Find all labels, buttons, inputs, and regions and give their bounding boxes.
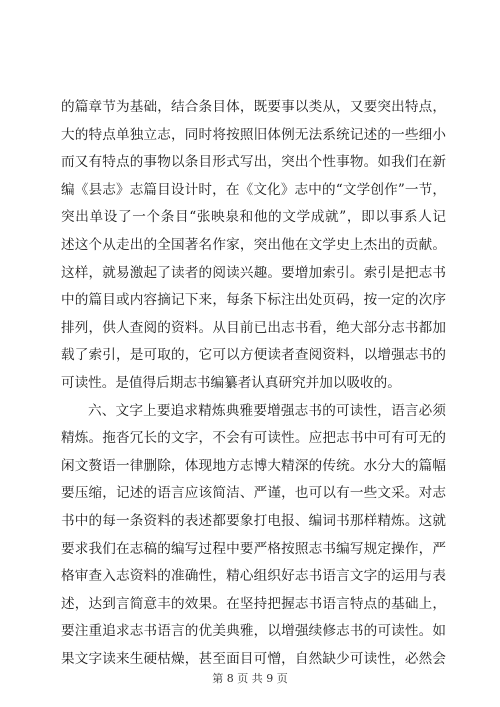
text-line: 而又有特点的事物以条目形式写出，突出个性事物。如我们在新 bbox=[61, 154, 446, 171]
text-line: 要求我们在志稿的编写过程中要严格按照志书编写规定操作，严 bbox=[61, 540, 446, 557]
text-line: 中的篇目或内容摘记下来，每条下标注出处页码，按一定的次序 bbox=[61, 292, 446, 309]
text-line: 述这个从走出的全国著名作家，突出他在文学史上杰出的贡献。 bbox=[61, 236, 446, 253]
text-line: 突出单设了一个条目“张映泉和他的文学成就”，即以事系人记 bbox=[61, 209, 446, 226]
text-line: 述，达到言简意丰的效果。在坚持把握志书语言特点的基础上， bbox=[61, 595, 446, 612]
paragraph-heading-line: 六、文字上要追求精炼典雅要增强志书的可读性，语言必须 bbox=[88, 402, 446, 419]
text-line: 精炼。拖沓冗长的文字，不会有可读性。应把志书中可有可无的 bbox=[61, 430, 446, 447]
text-line: 书中的每一条资料的表述都要象打电报、编词书那样精炼。这就 bbox=[61, 512, 446, 529]
text-line: 格审查入志资料的准确性，精心组织好志书语言文字的运用与表 bbox=[61, 568, 446, 585]
text-line: 果文字读来生硬枯燥，甚至面目可憎，自然缺少可读性，必然会 bbox=[61, 650, 446, 667]
text-line: 要压缩，记述的语言应该简洁、严谨，也可以有一些文采。对志 bbox=[61, 485, 446, 502]
text-line: 载了索引，是可取的，它可以方便读者查阅资料，以增强志书的 bbox=[61, 347, 446, 364]
text-line: 这样，就易激起了读者的阅读兴趣。要增加索引。索引是把志书 bbox=[61, 264, 446, 281]
text-line: 闲文赘语一律删除，体现地方志博大精深的传统。水分大的篇幅 bbox=[61, 457, 446, 474]
page-number-footer: 第 8 页 共 9 页 bbox=[212, 672, 288, 685]
text-line: 排列，供人查阅的资料。从目前已出志书看，绝大部分志书都加 bbox=[61, 319, 446, 336]
text-line: 可读性。是值得后期志书编纂者认真研究并加以吸收的。 bbox=[61, 374, 401, 391]
text-line: 大的特点单独立志，同时将按照旧体例无法系统记述的一些细小 bbox=[61, 126, 446, 143]
text-line: 的篇章节为基础，结合条目体，既要事以类从，又要突出特点， bbox=[61, 99, 446, 115]
body-text bbox=[61, 94, 446, 673]
text-line: 要注重追求志书语言的优美典雅，以增强续修志书的可读性。如 bbox=[61, 623, 446, 640]
text-line: 编《县志》志篇目设计时，在《文化》志中的“文学创作”一节， bbox=[61, 181, 446, 198]
